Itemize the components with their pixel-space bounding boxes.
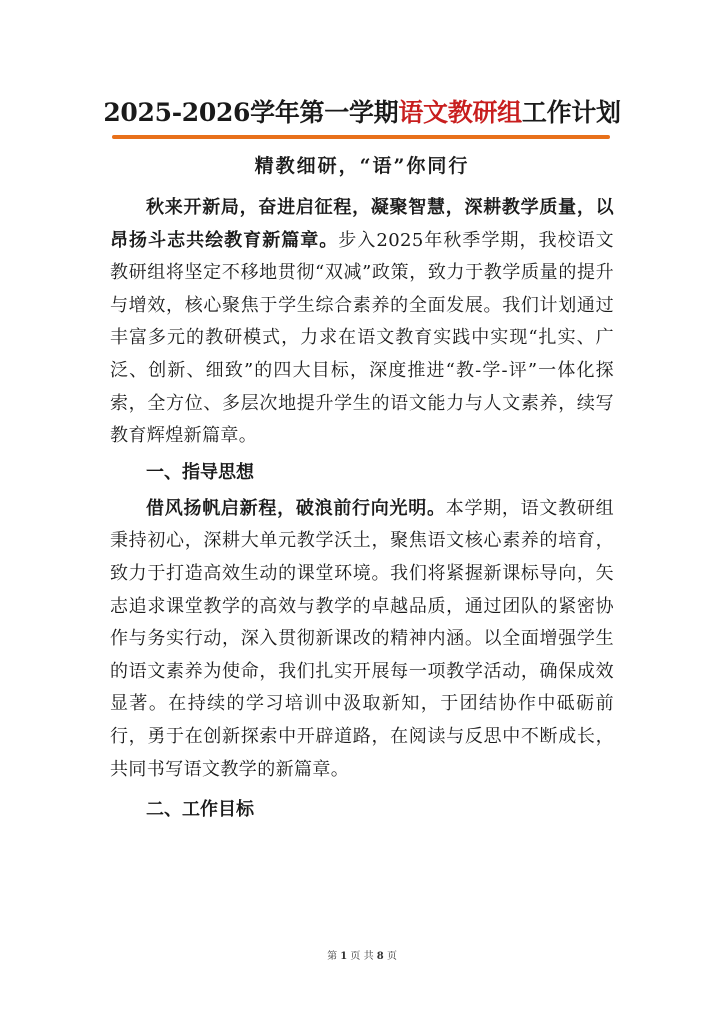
footer-middle: 页 共 <box>350 951 374 962</box>
section-heading-guiding-ideology: 一、指导思想 <box>146 461 254 483</box>
guiding-ideology-lead-sentence: 借风扬帆启新程，破浪前行向光明。 <box>146 497 446 519</box>
intro-text: 步入2025年秋季学期，我校语文教研组将坚定不移地贯彻“双减”政策，致力于教学质量的提升与增效，核心聚焦于学生综合素养的全面发展。我们计划通过丰富多元的教研模式，力求在语文教育实践中实现“扎实、广泛、创新、细致”的四大目标，深度推进“教-学-评”一体化探索，全方位、多层次地提升学生的语文能力与人文素养，续写教育辉煌新篇章。 <box>110 229 614 447</box>
title-part-1: 2025-2026学年第一学期 <box>103 98 399 127</box>
footer-total-pages: 8 <box>376 951 384 962</box>
title-part-2: 工作计划 <box>521 98 621 127</box>
footer-prefix: 第 <box>327 951 338 962</box>
intro-paragraph <box>110 192 614 453</box>
guiding-ideology-paragraph <box>110 493 614 786</box>
section-heading-work-goals: 二、工作目标 <box>146 799 254 821</box>
intro-lead-sentence: 秋来开新局，奋进启征程，凝聚智慧，深耕教学质量，以昂扬斗志共绘教育新篇章。 <box>110 197 614 251</box>
document-body <box>110 192 614 830</box>
title-highlight: 语文教研组 <box>398 98 522 127</box>
title-underline-rule <box>112 135 610 139</box>
footer-suffix: 页 <box>386 951 397 962</box>
document-subtitle: 精教细研，“语”你同行 <box>254 155 470 177</box>
guiding-ideology-text: 本学期，语文教研组秉持初心，深耕大单元教学沃土，聚焦语文核心素养的培育，致力于打造高效生动的课堂环境。我们将紧握新课标导向，矢志追求课堂教学的高效与教学的卓越品质，通过团队的紧密协作与务实行动，深入贯彻新课改的精神内涵。以全面增强学生的语文素养为使命，我们扎实开展每一项教学活动，确保成效显著。在持续的学习培训中汲取新知，于团结协作中砥砺前行，勇于在创新探索中开辟道路，在阅读与反思中不断成长，共同书写语文教学的新篇章。 <box>110 497 614 780</box>
footer-current-page: 1 <box>340 951 348 962</box>
document-title <box>0 96 724 130</box>
page-footer <box>0 950 724 964</box>
